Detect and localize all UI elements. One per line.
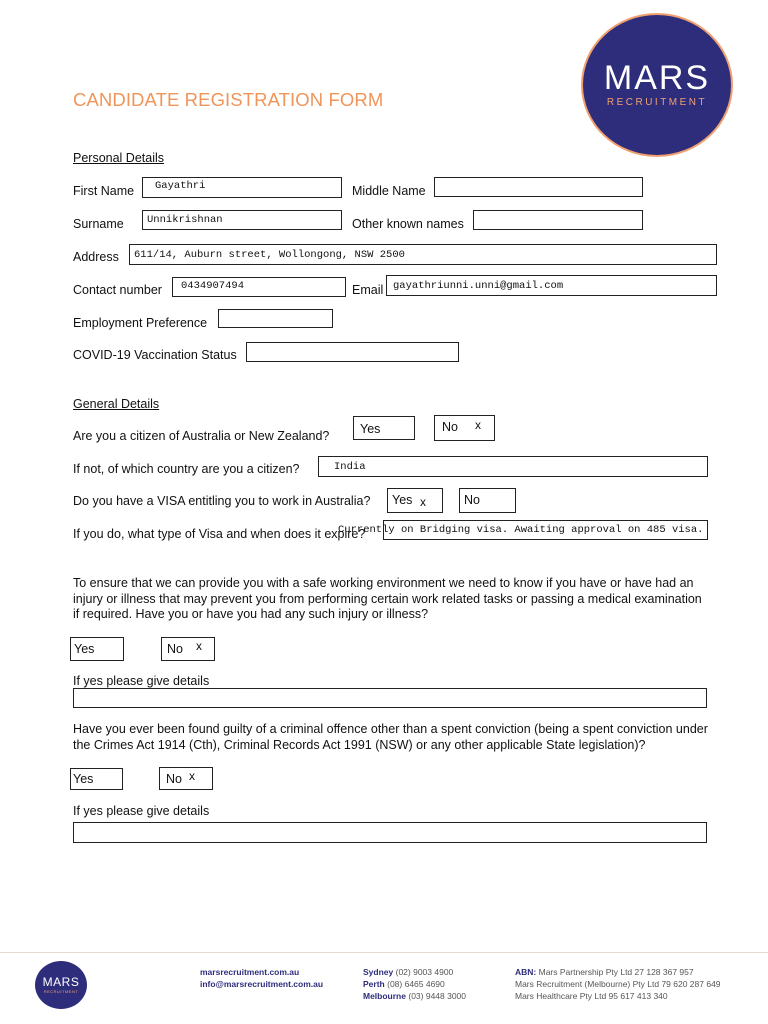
citizen-no-box[interactable]	[434, 415, 495, 441]
contact-number-label: Contact number	[73, 283, 162, 297]
injury-no-label: No	[167, 642, 183, 656]
visa-yes-mark: x	[420, 495, 426, 509]
surname-label: Surname	[73, 217, 124, 231]
email-label: Email	[352, 283, 384, 297]
abn-1-text: Mars Partnership Pty Ltd 27 128 367 957	[538, 967, 694, 977]
country-question: If not, of which country are you a citizen?	[73, 462, 300, 476]
citizen-no-label: No	[442, 420, 458, 434]
criminal-details-label: If yes please give details	[73, 804, 210, 818]
citizen-no-mark: x	[475, 418, 481, 432]
employment-preference-label: Employment Preference	[73, 316, 208, 330]
abn-label: ABN:	[515, 967, 537, 977]
criminal-no-box[interactable]	[159, 767, 213, 790]
logo-text: MARS	[603, 59, 711, 97]
visa-no-box[interactable]	[459, 488, 516, 513]
visa-question: Do you have a VISA entitling you to work in Australia?	[73, 494, 371, 508]
visa-no-label: No	[464, 493, 480, 507]
citizen-yes-label: Yes	[360, 422, 381, 436]
criminal-no-label: No	[166, 772, 182, 786]
injury-question: To ensure that we can provide you with a safe working environment we need to know if you have or have had an injury or illness that may prevent you from performing certain work related tasks or passing a medical examination if required. Have you or have you had any such injury or illness?	[73, 576, 702, 621]
middle-name-label: Middle Name	[352, 184, 426, 198]
email-value: gayathriunni.unni@gmail.com	[393, 280, 564, 292]
surname-value: Unnikrishnan	[147, 214, 223, 226]
visa-type-value: Currently on Bridging visa. Awaiting approval on 485 visa.	[338, 524, 704, 536]
citizen-question: Are you a citizen of Australia or New Zealand?	[73, 429, 330, 443]
criminal-question: Have you ever been found guilty of a criminal offence other than a spent conviction (being a spent conviction under the Crimes Act 1914 (Cth), Criminal Records Act 1991 (NSW) or any other applicable State legislation)?	[73, 722, 708, 752]
criminal-details-field[interactable]	[73, 822, 707, 843]
sydney-phone: (02) 9003 4900	[395, 967, 454, 977]
logo-subtext: RECRUITMENT	[606, 97, 708, 108]
footer-website-link[interactable]: marsrecruitment.com.au	[200, 967, 300, 977]
visa-yes-box[interactable]	[387, 488, 443, 513]
footer-email-link[interactable]: info@marsrecruitment.com.au	[200, 979, 324, 989]
visa-yes-label: Yes	[392, 493, 413, 507]
criminal-no-mark: x	[189, 769, 195, 783]
address-label: Address	[73, 250, 119, 264]
injury-details-label: If yes please give details	[73, 674, 210, 688]
country-field[interactable]	[318, 456, 708, 477]
contact-number-value: 0434907494	[181, 280, 245, 292]
injury-details-field[interactable]	[73, 688, 707, 708]
injury-no-box[interactable]	[161, 637, 215, 661]
country-value: India	[334, 461, 366, 473]
middle-name-field[interactable]	[434, 177, 643, 197]
footer-abn-3: Mars Healthcare Pty Ltd 95 617 413 340	[515, 991, 668, 1001]
footer-logo-subtext: RECRUITMENT	[43, 989, 79, 994]
address-value: 611/14, Auburn street, Wollongong, NSW 2500	[134, 249, 405, 261]
melbourne-phone: (03) 9448 3000	[408, 991, 467, 1001]
covid-status-field[interactable]	[246, 342, 459, 362]
melbourne-label: Melbourne	[363, 991, 406, 1001]
email-field[interactable]	[386, 275, 717, 296]
first-name-label: First Name	[73, 184, 135, 198]
form-title: CANDIDATE REGISTRATION FORM	[73, 89, 384, 110]
personal-details-heading: Personal Details	[73, 151, 165, 165]
injury-yes-label: Yes	[74, 642, 95, 656]
footer-sydney	[363, 966, 453, 978]
injury-no-mark: x	[196, 639, 202, 653]
perth-phone: (08) 6465 4690	[387, 979, 445, 989]
first-name-field[interactable]	[142, 177, 342, 198]
perth-label: Perth	[363, 979, 385, 989]
injury-yes-box[interactable]	[70, 637, 124, 661]
footer-melbourne	[363, 990, 466, 1002]
surname-field[interactable]	[142, 210, 342, 230]
footer-perth	[363, 978, 445, 990]
citizen-yes-box[interactable]	[353, 416, 415, 440]
visa-type-question: If you do, what type of Visa and when does it expire?	[73, 527, 366, 541]
footer-abn-1	[515, 966, 694, 978]
general-details-heading: General Details	[73, 397, 160, 411]
covid-status-label: COVID-19 Vaccination Status	[73, 348, 237, 362]
footer-logo	[35, 961, 87, 1009]
footer-abn-2: Mars Recruitment (Melbourne) Pty Ltd 79 620 287 649	[515, 979, 721, 989]
first-name-value: Gayathri	[155, 180, 206, 192]
employment-preference-field[interactable]	[218, 309, 333, 328]
address-field[interactable]	[129, 244, 717, 265]
footer-divider	[0, 952, 768, 953]
criminal-yes-label: Yes	[73, 772, 94, 786]
mars-logo	[581, 13, 733, 157]
other-names-field[interactable]	[473, 210, 643, 230]
sydney-label: Sydney	[363, 967, 394, 977]
criminal-yes-box[interactable]	[70, 768, 123, 790]
other-names-label: Other known names	[352, 217, 464, 231]
contact-number-field[interactable]	[172, 277, 346, 297]
footer-logo-text: MARS	[42, 975, 80, 989]
